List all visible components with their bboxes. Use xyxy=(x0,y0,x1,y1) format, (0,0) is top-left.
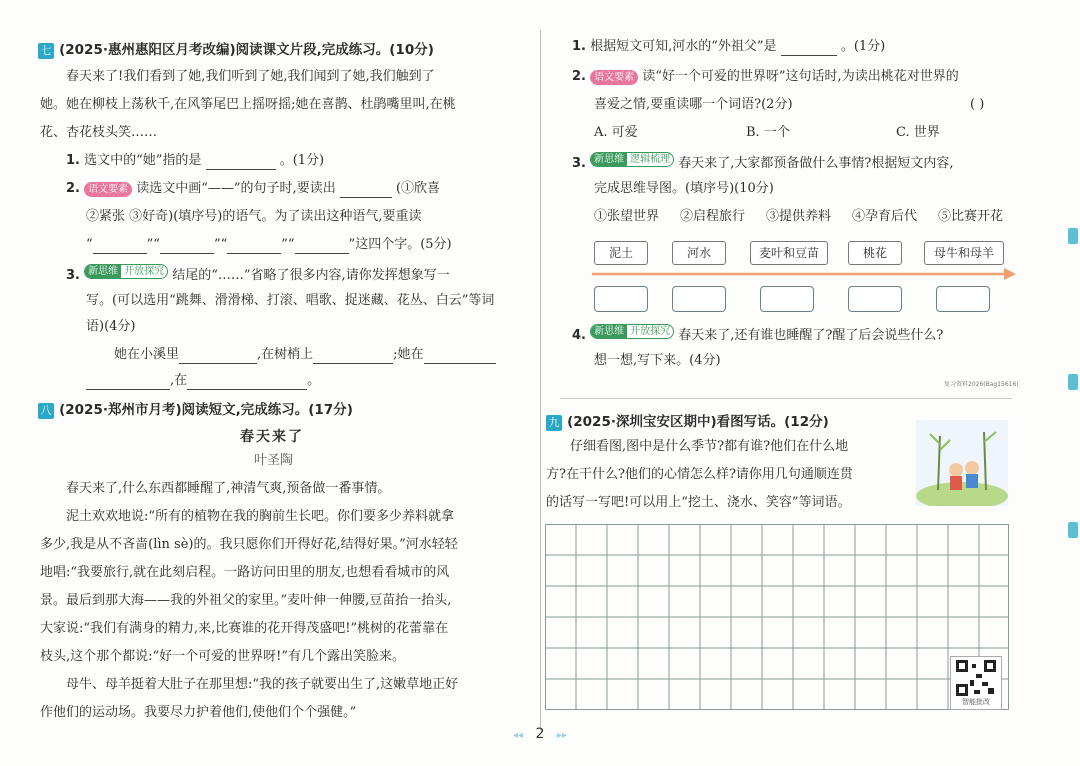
tag-xin-siwei: 新思维 开放探究 xyxy=(590,324,674,339)
q7-question-2-line-3: “ ”“ ”“ ”“ ”这四个字。(5分) xyxy=(86,237,452,252)
answer-box-4[interactable] xyxy=(848,286,902,312)
q7-title: (2025·惠州惠阳区月考改编)阅读课文片段,完成练习。(10分) xyxy=(59,42,434,58)
article-line: 地唱:“我要旅行,就在此刻启程。一路访问田里的朋友,也想看看城市的风 xyxy=(40,565,450,580)
article-line: 春天来了,什么东西都睡醒了,神清气爽,预备做一番事情。 xyxy=(66,481,391,496)
q7-para-line-3: 花、杏花枝头笑…… xyxy=(40,125,158,140)
q9-header xyxy=(546,410,829,431)
prev-page-arrows-icon[interactable]: ◂◂ xyxy=(513,730,524,741)
side-tab-marker xyxy=(1068,522,1078,538)
q9-title: (2025·深圳宝安区期中)看图写话。(12分) xyxy=(567,414,829,430)
q7-question-2-line-2: ②紧张 ③好奇)(填序号)的语气。为了读出这种语气,要重读 xyxy=(86,209,422,224)
mindmap-option-5: ⑤比赛开花 xyxy=(938,209,1004,224)
answer-box-2[interactable] xyxy=(672,286,726,312)
article-title: 春天来了 xyxy=(240,429,304,445)
page-number: 2 xyxy=(535,726,545,742)
r-question-2: 2. 语文要素 读“好一个可爱的世界呀”这句话时,为读出桃花对世界的 xyxy=(572,69,959,84)
article-line: 景。最后到那大海——我的外祖父的家里。”麦叶伸一伸腰,豆苗抬一抬头, xyxy=(40,593,452,608)
tiny-code: 复习资料2026(Bag15616) xyxy=(944,381,1019,388)
q7-question-3-line-2: 写。(可以选用“跳舞、滑滑梯、打滚、唱歌、捉迷藏、花丛、白云”等词 xyxy=(86,293,495,308)
q8-title: (2025·郑州市月考)阅读短文,完成练习。(17分) xyxy=(59,402,353,418)
answer-blank[interactable] xyxy=(187,375,307,390)
q7-fill-line-2: ,在 。 xyxy=(86,372,320,390)
q9-line-3: 的话写一写吧!可以用上“挖土、浇水、笑容”等词语。 xyxy=(546,495,851,510)
mindmap-option-2: ②启程旅行 xyxy=(680,209,746,224)
article-line: 枝头,这个那个都说:“好一个可爱的世界呀!”有几个露出笑脸来。 xyxy=(40,649,406,664)
article-line: 多少,我是从不吝啬(lìn sè)的。我只愿你们开得好花,结得好果。”河水轻轻 xyxy=(40,537,458,552)
mindmap-option-4: ④孕育后代 xyxy=(852,209,918,224)
qr-code-box[interactable] xyxy=(950,656,1002,710)
article-line: 作他们的运动场。我要尽力护着他们,使他们个个强健。” xyxy=(40,705,357,720)
option-c[interactable]: C. 世界 xyxy=(896,125,940,140)
qr-label: 智能批改 xyxy=(962,698,990,706)
article-line: 母牛、母羊挺着大肚子在那里想:“我的孩子就要出生了,这嫩草地正好 xyxy=(66,677,459,692)
r-question-3: 3. 新思维 逻辑梳理 春天来了,大家都预备做什么事情?根据短文内容, xyxy=(572,154,954,171)
q7-question-1: 1. 选文中的“她”指的是 。(1分) xyxy=(66,153,325,168)
r-question-1: 1. 根据短文可知,河水的“外祖父”是 。(1分) xyxy=(572,39,886,54)
q7-fill-line-1: 她在小溪里 ,在树梢上 ;她在 xyxy=(114,346,496,364)
mindmap-arrow xyxy=(592,266,1018,282)
writing-grid[interactable] xyxy=(545,524,1009,710)
answer-blank[interactable] xyxy=(781,41,837,56)
section-badge-9: 九 xyxy=(546,415,562,431)
side-tab-marker xyxy=(1068,374,1078,390)
q8-header xyxy=(38,398,353,419)
answer-box-1[interactable] xyxy=(594,286,648,312)
chain-node-3: 麦叶和豆苗 xyxy=(750,241,828,265)
chain-node-5: 母牛和母羊 xyxy=(924,241,1004,265)
q7-para-line-2: 她。她在柳枝上荡秋千,在风筝尾巴上摇呀摇;她在喜鹊、杜鹃嘴里叫,在桃 xyxy=(40,97,456,112)
answer-blank[interactable] xyxy=(206,155,276,170)
children-planting-illustration xyxy=(916,420,1008,506)
option-a[interactable]: A. 可爱 xyxy=(594,125,638,140)
q9-line-1: 仔细看图,图中是什么季节?都有谁?他们在什么地 xyxy=(570,439,849,454)
section-badge-7: 七 xyxy=(38,43,54,59)
r-question-3-line-2: 完成思维导图。(填序号)(10分) xyxy=(594,181,774,196)
tag-xin-siwei: 新思维 逻辑梳理 xyxy=(590,152,674,167)
answer-blank[interactable] xyxy=(93,239,147,254)
section-divider xyxy=(560,398,1012,399)
side-tab-marker xyxy=(1068,228,1078,244)
article-author: 叶圣陶 xyxy=(254,453,294,468)
q9-line-2: 方?在干什么?他们的心情怎么样?请你用几句通顺连贯 xyxy=(546,467,853,482)
answer-blank[interactable] xyxy=(295,239,349,254)
page-divider xyxy=(540,30,541,730)
answer-blank[interactable] xyxy=(340,183,392,198)
answer-blank[interactable] xyxy=(86,375,170,390)
q7-question-2: 2. 语文要素 读选文中画“——”的句子时,要读出 (①欣喜 xyxy=(66,181,441,196)
q7-question-3: 3. 新思维 开放探究 结尾的“……”省略了很多内容,请你发挥想象写一 xyxy=(66,266,450,283)
chain-node-2: 河水 xyxy=(672,241,726,265)
chain-node-1: 泥土 xyxy=(594,241,648,265)
section-badge-8: 八 xyxy=(38,403,54,419)
mindmap-option-1: ①张望世界 xyxy=(594,209,660,224)
r-question-4: 4. 新思维 开放探究 春天来了,还有谁也睡醒了?醒了后会说些什么? xyxy=(572,326,944,343)
next-page-arrows-icon[interactable]: ▸▸ xyxy=(556,730,567,741)
answer-blank[interactable] xyxy=(160,239,214,254)
q7-header xyxy=(38,38,434,59)
tag-yuwen-yaosu: 语文要素 xyxy=(84,182,132,197)
r-question-2-line-2: 喜爱之情,要重读哪一个词语?(2分) xyxy=(594,97,793,112)
writing-grid-lines xyxy=(545,524,1009,710)
q7-question-3-line-3: 语)(4分) xyxy=(86,319,136,334)
article-line: 泥土欢欢地说:“所有的植物在我的胸前生长吧。你们要多少养料就拿 xyxy=(66,509,455,524)
tag-xin-siwei: 新思维 开放探究 xyxy=(84,264,168,279)
answer-blank[interactable] xyxy=(179,349,257,364)
answer-blank[interactable] xyxy=(313,349,393,364)
answer-box-3[interactable] xyxy=(760,286,814,312)
mindmap-option-3: ③提供养料 xyxy=(766,209,832,224)
qr-code-icon xyxy=(956,660,996,696)
page-footer xyxy=(480,726,600,742)
q7-para-line-1: 春天来了!我们看到了她,我们听到了她,我们闻到了她,我们触到了 xyxy=(66,69,435,84)
answer-blank[interactable] xyxy=(227,239,281,254)
article-line: 大家说:“我们有满身的精力,来,比赛谁的花开得茂盛吧!”桃树的花蕾靠在 xyxy=(40,621,449,636)
answer-blank[interactable] xyxy=(424,349,496,364)
answer-paren[interactable]: ( ) xyxy=(970,97,985,112)
r-question-4-line-2: 想一想,写下来。(4分) xyxy=(594,353,721,368)
chain-node-4: 桃花 xyxy=(848,241,902,265)
option-b[interactable]: B. 一个 xyxy=(746,125,790,140)
answer-box-5[interactable] xyxy=(936,286,990,312)
tag-yuwen-yaosu: 语文要素 xyxy=(590,70,638,85)
